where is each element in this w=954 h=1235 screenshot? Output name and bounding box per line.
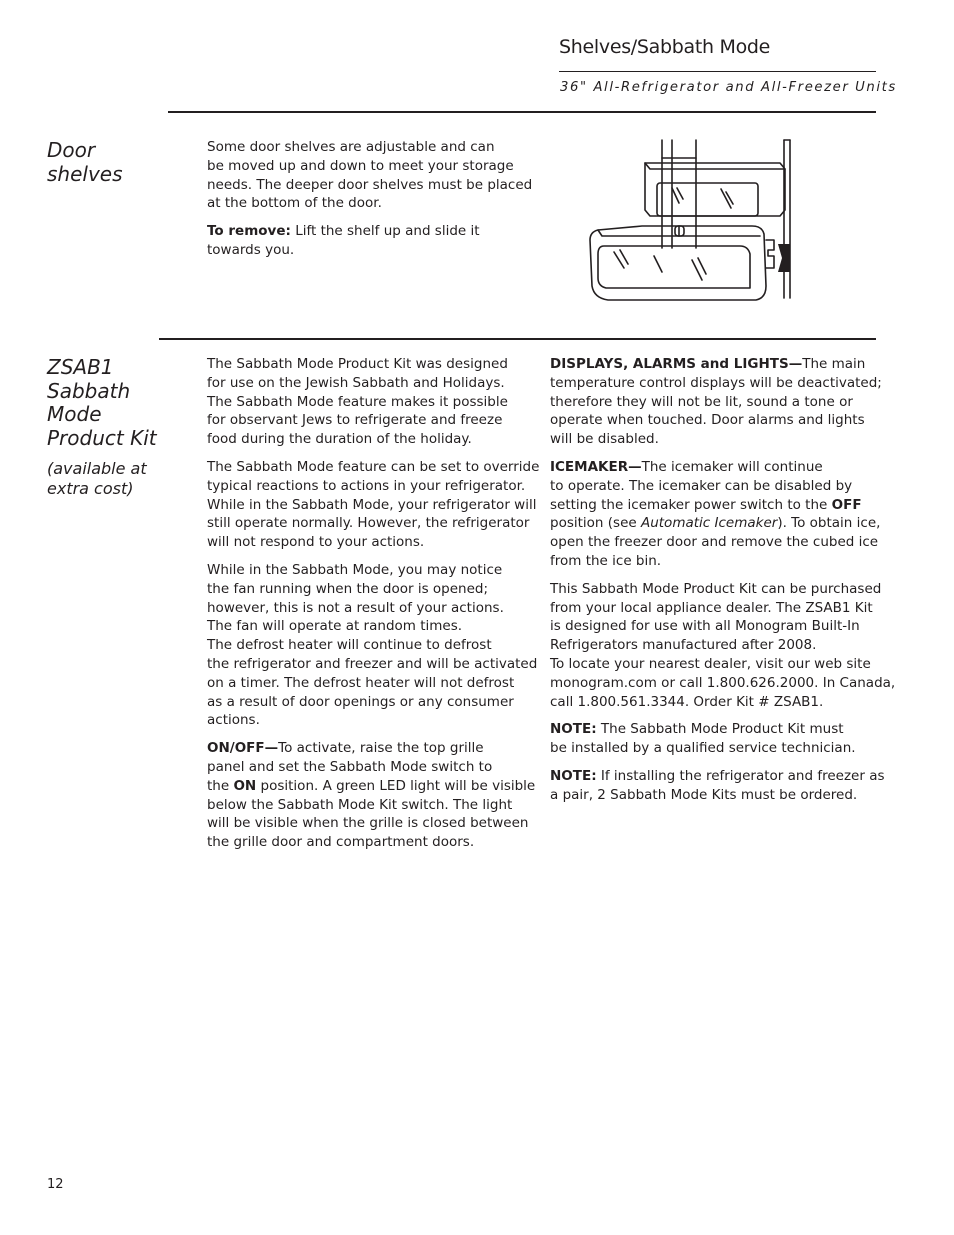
page-title: Shelves/Sabbath Mode [559,36,771,58]
section-divider [159,338,876,340]
header-rule [559,71,876,72]
sabbath-heading: ZSAB1 Sabbath Mode Product Kit [47,355,157,450]
page-subtitle: 36" All-Refrigerator and All-Freezer Units [560,80,897,95]
icemaker-paragraph: ICEMAKER—The icemaker will continue to operate. The icemaker can be disabled by setting the icemaker power switch to the OFF position (see Automatic Icemaker). To obtain ice, open the freezer door and remove the cubed ice from the ice bin. [550,458,881,569]
displays-paragraph: DISPLAYS, ALARMS and LIGHTS—The main temperature control displays will be deactivated; therefore they will not be lit, sound a tone or operate when touched. Door alarms and lights will be disabled. [550,356,882,448]
paragraph: The Sabbath Mode Product Kit was designed for use on the Jewish Sabbath and Holidays. The Sabbath Mode feature makes it possible for observant Jews to refrigerate and freeze food during the duration of the holiday. [207,356,508,448]
paragraph: The Sabbath Mode feature can be set to override typical reactions to actions in your refrigerator. While in the Sabbath Mode, your refrigerator will still operate normally. However, the refrigerator will not respond to your actions. [207,458,540,551]
door-shelves-paragraph: Some door shelves are adjustable and can be moved up and down to meet your storage needs. The deeper door shelves must be placed at the bottom of the door. [207,139,533,212]
on-off-paragraph: ON/OFF—To activate, raise the top grille panel and set the Sabbath Mode switch to the ON position. A green LED light will be visible below the Sabbath Mode Kit switch. The light will be visible when the grille is closed between the grille door and compartment doors. [207,740,536,851]
sabbath-right-column [550,355,895,814]
note-paragraph: NOTE: The Sabbath Mode Product Kit must be installed by a qualified service technician. [550,721,856,757]
sabbath-left-column [207,355,539,861]
page-number: 12 [47,1177,64,1192]
paragraph: While in the Sabbath Mode, you may notice the fan running when the door is opened; however, this is not a result of your actions. The fan will operate at random times. The defrost heater will continue to defrost the refrigerator and freezer and will be activated on a timer. The defrost heater will not defrost as a result of door openings or any consumer actions. [207,561,538,729]
availability-note: (available at extra cost) [47,459,147,498]
note-paragraph: NOTE: If installing the refrigerator and freezer as a pair, 2 Sabbath Mode Kits must be ordered. [550,767,885,803]
door-shelf-illustration [584,136,796,308]
door-shelves-text [207,138,532,269]
door-shelves-heading: Door shelves [47,138,123,186]
section-divider [168,111,876,113]
to-remove-paragraph: To remove: Lift the shelf up and slide it towards you. [207,223,480,258]
purchase-paragraph: This Sabbath Mode Product Kit can be purchased from your local appliance dealer. The ZSAB1 Kit is designed for use with all Monogram Built-In Refrigerators manufactured after 2008. To locate your nearest dealer, visit our web site monogram.com or call 1.800.626.2000. In Canada, call 1.800.561.3344. Order Kit # ZSAB1. [550,580,896,710]
